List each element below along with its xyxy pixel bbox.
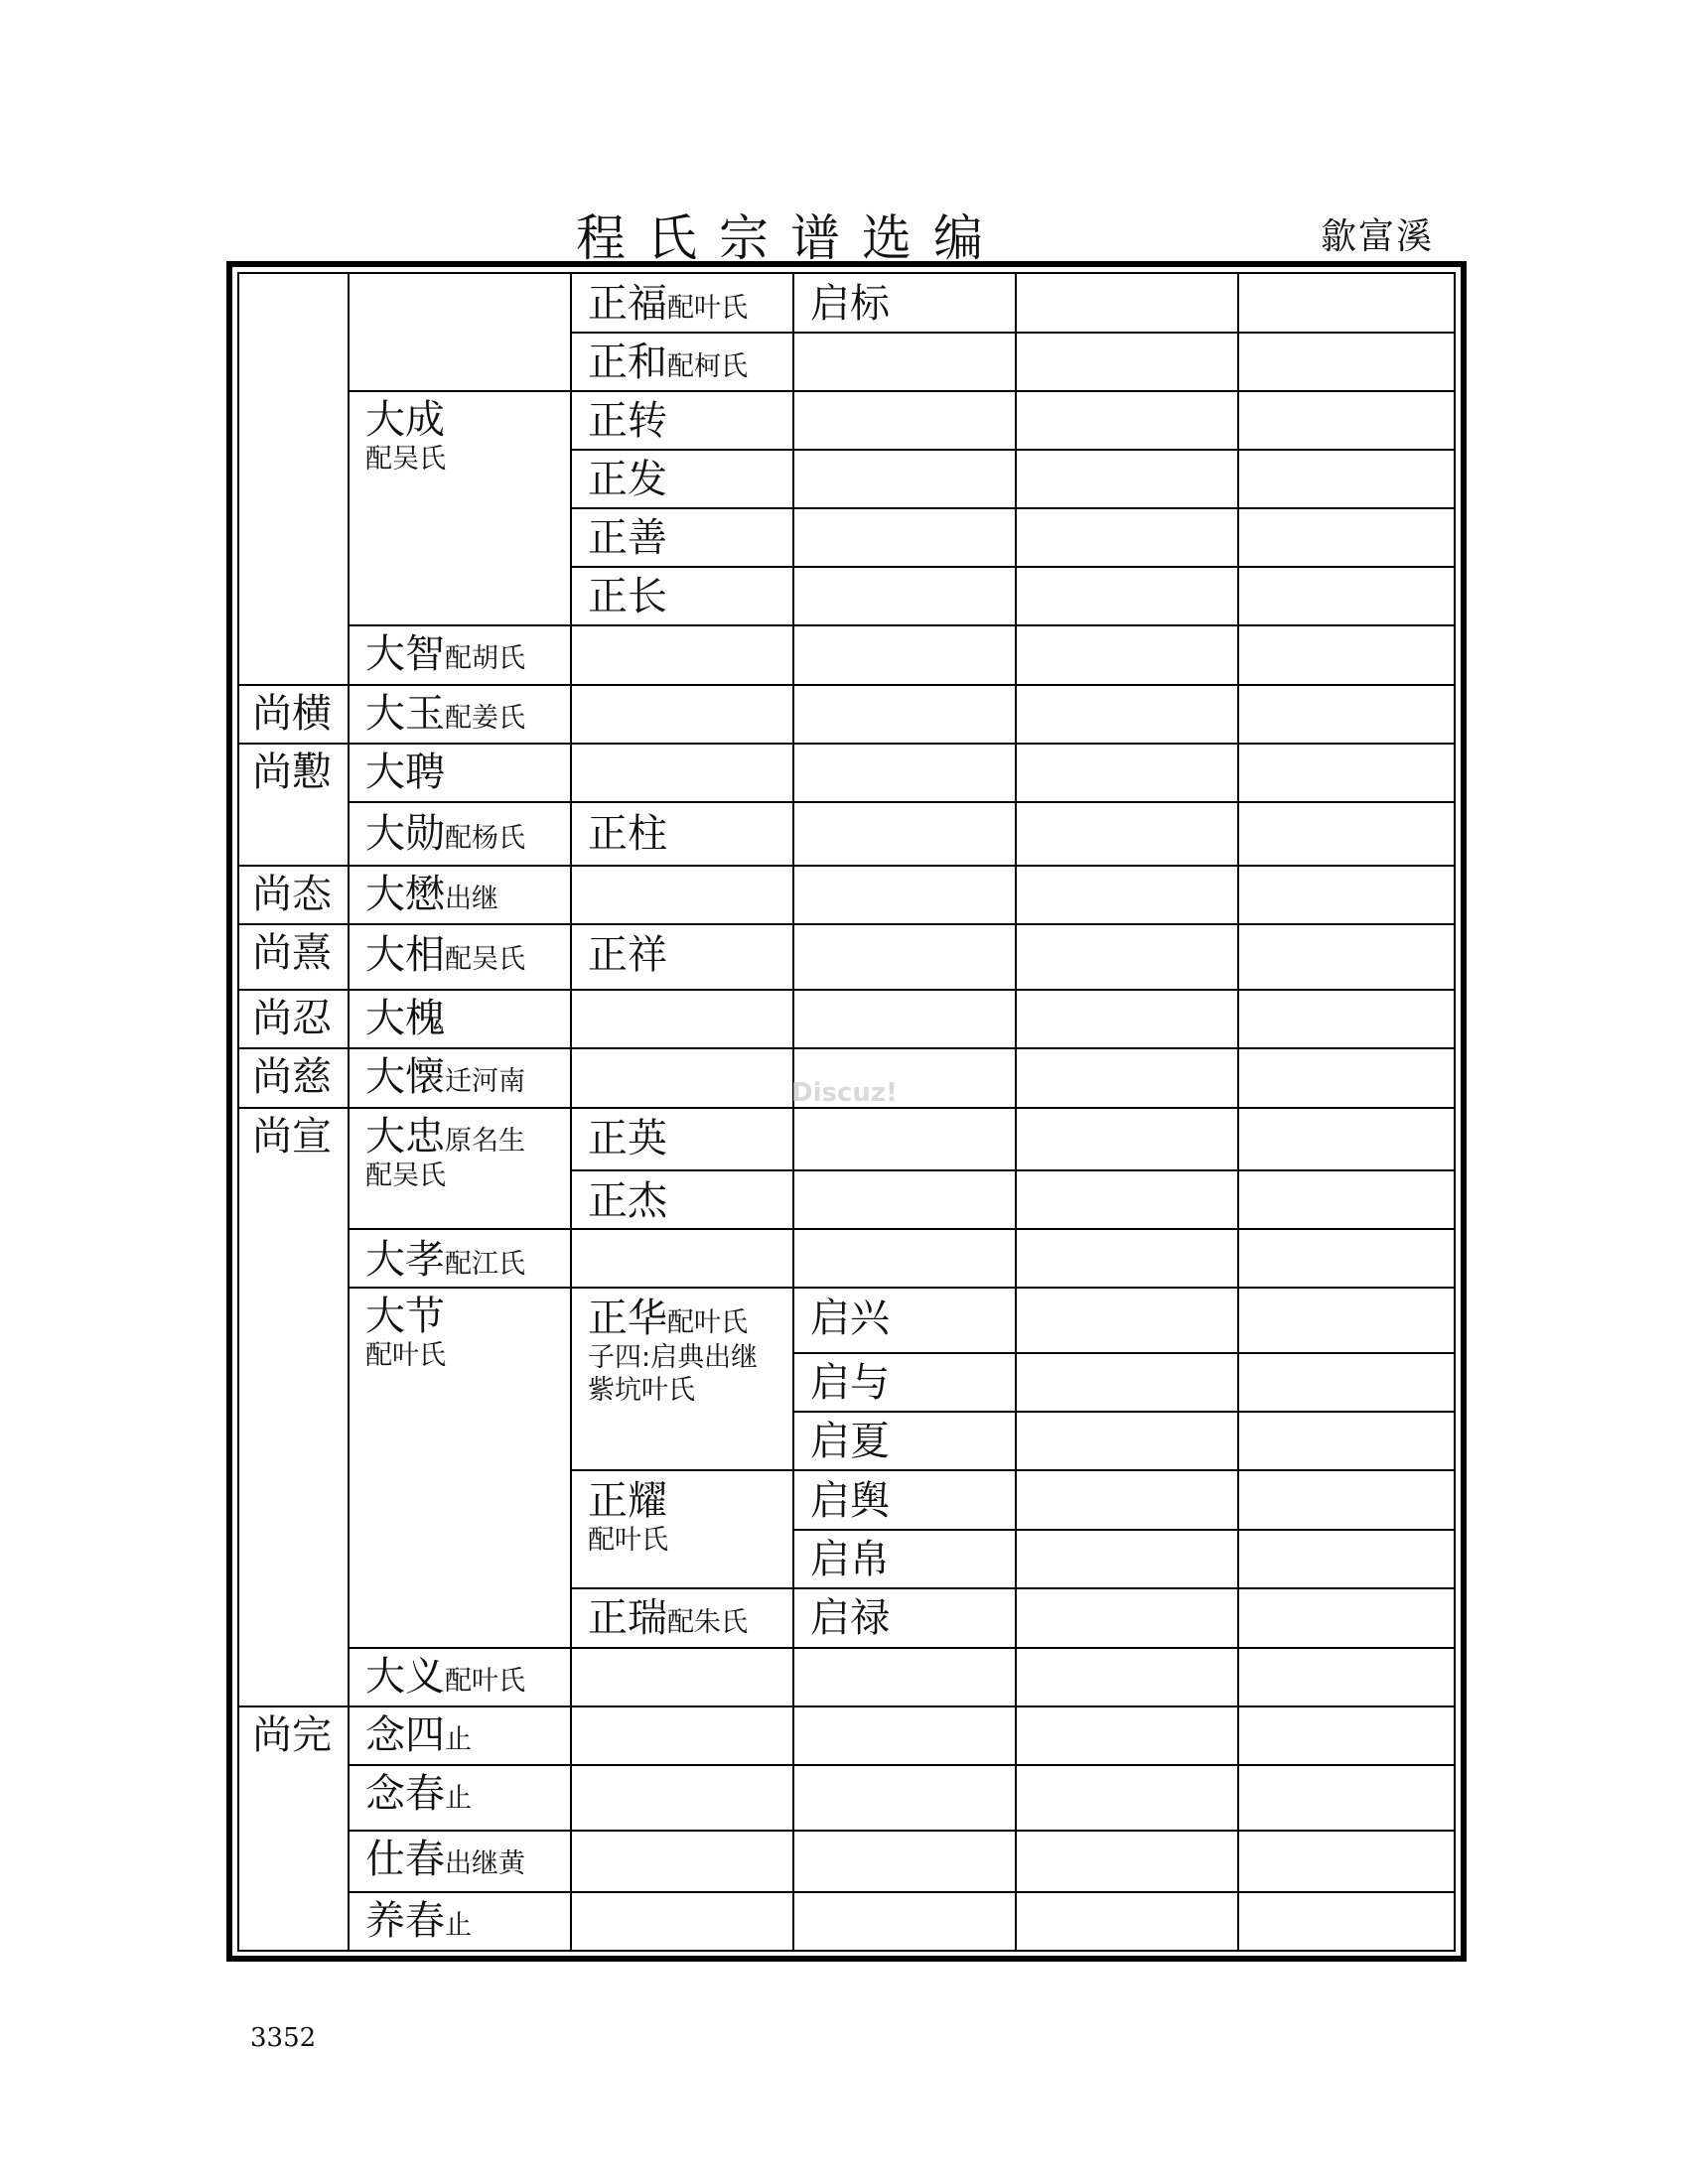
column-divider (1015, 272, 1017, 1952)
spouse-note: 配叶氏 (667, 293, 748, 324)
name-entry: 大忠 (365, 1114, 445, 1160)
name-entry-block (588, 515, 667, 561)
former-name-note: 原名生 (445, 1126, 525, 1157)
name-entry: 尚慈 (252, 1054, 332, 1100)
row-divider (237, 684, 1456, 686)
migration-note: 迁河南 (445, 1066, 525, 1097)
name-entry-block (588, 1116, 667, 1161)
name-entry: 正长 (588, 574, 667, 619)
name-entry: 大懐 (365, 1054, 445, 1100)
row-divider (570, 566, 1456, 568)
status-note: 止 (445, 1910, 472, 1941)
column-divider (1237, 272, 1239, 1952)
row-divider (570, 332, 1456, 334)
name-entry: 大义 (365, 1654, 445, 1700)
name-entry: 正转 (588, 398, 667, 444)
name-entry-block (588, 340, 748, 385)
name-entry: 大孝 (365, 1237, 445, 1283)
row-divider (792, 1529, 1456, 1531)
name-entry: 正福 (588, 281, 667, 327)
spouse-note: 配江氏 (445, 1249, 525, 1280)
name-entry: 大智 (365, 631, 445, 677)
name-entry: 仕春 (365, 1837, 445, 1882)
name-entry: 大勋 (365, 811, 445, 857)
name-entry-block (365, 932, 525, 978)
name-entry-block (365, 1237, 525, 1283)
spouse-note: 配姜氏 (445, 703, 525, 734)
row-divider (348, 1287, 1456, 1289)
spouse-note: 配吴氏 (365, 1160, 446, 1191)
spouse-note: 配叶氏 (588, 1525, 668, 1556)
spouse-note: 配吴氏 (445, 944, 525, 975)
name-entry-block (588, 811, 667, 857)
name-entry: 念春 (365, 1771, 445, 1817)
name-entry-block (588, 574, 667, 619)
name-entry: 正英 (588, 1116, 667, 1161)
row-divider (348, 1764, 1456, 1766)
status-note: 止 (445, 1783, 472, 1814)
name-entry-block (365, 1654, 525, 1700)
name-entry-block (365, 996, 445, 1041)
name-entry: 大节 (365, 1294, 445, 1339)
row-divider (348, 801, 1456, 803)
name-entry: 正祥 (588, 932, 667, 978)
name-entry: 尚横 (252, 691, 332, 737)
name-entry: 尚宣 (252, 1114, 332, 1160)
row-divider (237, 743, 1456, 745)
row-divider (348, 1647, 1456, 1649)
name-entry-block (588, 281, 748, 327)
row-divider (237, 1706, 1456, 1707)
status-note: 止 (445, 1724, 472, 1755)
row-divider (570, 1587, 1456, 1589)
name-entry: 正柱 (588, 811, 667, 857)
name-entry-block (365, 750, 445, 795)
name-entry: 大懋 (365, 872, 445, 917)
name-entry-block (365, 1294, 446, 1371)
name-entry-block (365, 1712, 472, 1758)
name-entry: 正善 (588, 515, 667, 561)
watermark: Discuz! (791, 1078, 898, 1108)
spouse-note: 配朱氏 (667, 1607, 748, 1638)
name-entry: 尚态 (252, 872, 332, 917)
row-divider (570, 1169, 1456, 1171)
spouse-note: 配叶氏 (667, 1307, 748, 1338)
children-note: 子四:启典出继 (588, 1342, 759, 1373)
row-divider (570, 507, 1456, 509)
name-entry-block (588, 398, 667, 444)
name-entry: 正发 (588, 457, 667, 502)
name-entry: 启帛 (810, 1537, 890, 1582)
name-entry-block (588, 457, 667, 502)
name-entry: 启夏 (810, 1419, 890, 1464)
spouse-note: 配杨氏 (445, 823, 525, 854)
spouse-note: 配叶氏 (365, 1340, 446, 1371)
name-entry-block (588, 1298, 758, 1404)
row-divider (792, 1352, 1456, 1354)
name-entry-block (365, 872, 498, 917)
location-label: 歙富溪 (1321, 216, 1435, 257)
row-divider (237, 1047, 1456, 1049)
name-entry: 正耀 (588, 1478, 667, 1524)
page-number: 3352 (250, 2023, 317, 2053)
row-divider (570, 449, 1456, 451)
row-divider (348, 624, 1456, 626)
row-divider (348, 1830, 1456, 1832)
name-entry: 大聘 (365, 750, 445, 795)
name-entry-block (588, 1178, 667, 1224)
name-entry: 启标 (810, 281, 890, 327)
children-note: 紫坑叶氏 (588, 1375, 695, 1406)
name-entry-block (588, 1595, 748, 1641)
column-divider (348, 272, 350, 1952)
name-entry-block (365, 1771, 472, 1817)
name-entry-block (588, 1478, 668, 1556)
name-entry-block (365, 1054, 525, 1100)
adoption-note: 出继黄 (445, 1848, 525, 1879)
name-entry: 大相 (365, 932, 445, 978)
name-entry: 正和 (588, 340, 667, 385)
column-divider (570, 272, 572, 1952)
name-entry-block (365, 1114, 525, 1191)
name-entry: 大槐 (365, 996, 445, 1041)
row-divider (348, 1891, 1456, 1893)
name-entry: 大成 (365, 397, 445, 443)
page-title: 程氏宗谱选编 (576, 209, 1005, 267)
column-divider (792, 272, 794, 1952)
name-entry-block (365, 397, 446, 475)
name-entry: 启与 (810, 1360, 890, 1406)
genealogy-table (237, 272, 1456, 1952)
name-entry: 尚懃 (252, 750, 332, 795)
name-entry: 正杰 (588, 1178, 667, 1224)
row-divider (348, 390, 1456, 392)
name-entry: 养春 (365, 1898, 445, 1944)
name-entry: 启舆 (810, 1478, 890, 1524)
name-entry: 启禄 (810, 1595, 890, 1641)
name-entry: 尚完 (252, 1712, 332, 1758)
name-entry-block (365, 1898, 472, 1944)
name-entry-block (365, 811, 525, 857)
name-entry: 尚熹 (252, 930, 332, 976)
row-divider (237, 989, 1456, 991)
name-entry: 念四 (365, 1712, 445, 1758)
adoption-note: 出继 (445, 884, 498, 914)
name-entry: 大玉 (365, 691, 445, 737)
row-divider (792, 1411, 1456, 1413)
spouse-note: 配吴氏 (365, 444, 446, 475)
spouse-note: 配柯氏 (667, 351, 748, 382)
row-divider (237, 923, 1456, 925)
name-entry: 尚忍 (252, 996, 332, 1041)
name-entry: 正瑞 (588, 1595, 667, 1641)
row-divider (348, 1228, 1456, 1230)
name-entry-block (588, 932, 667, 978)
row-divider (570, 1469, 1456, 1471)
name-entry-block (365, 691, 525, 737)
name-entry-block (365, 1837, 525, 1882)
spouse-note: 配胡氏 (445, 643, 525, 674)
name-entry: 正华 (588, 1296, 667, 1341)
name-entry: 启兴 (810, 1296, 890, 1341)
spouse-note: 配叶氏 (445, 1666, 525, 1697)
name-entry-block (365, 631, 525, 677)
row-divider (237, 865, 1456, 867)
